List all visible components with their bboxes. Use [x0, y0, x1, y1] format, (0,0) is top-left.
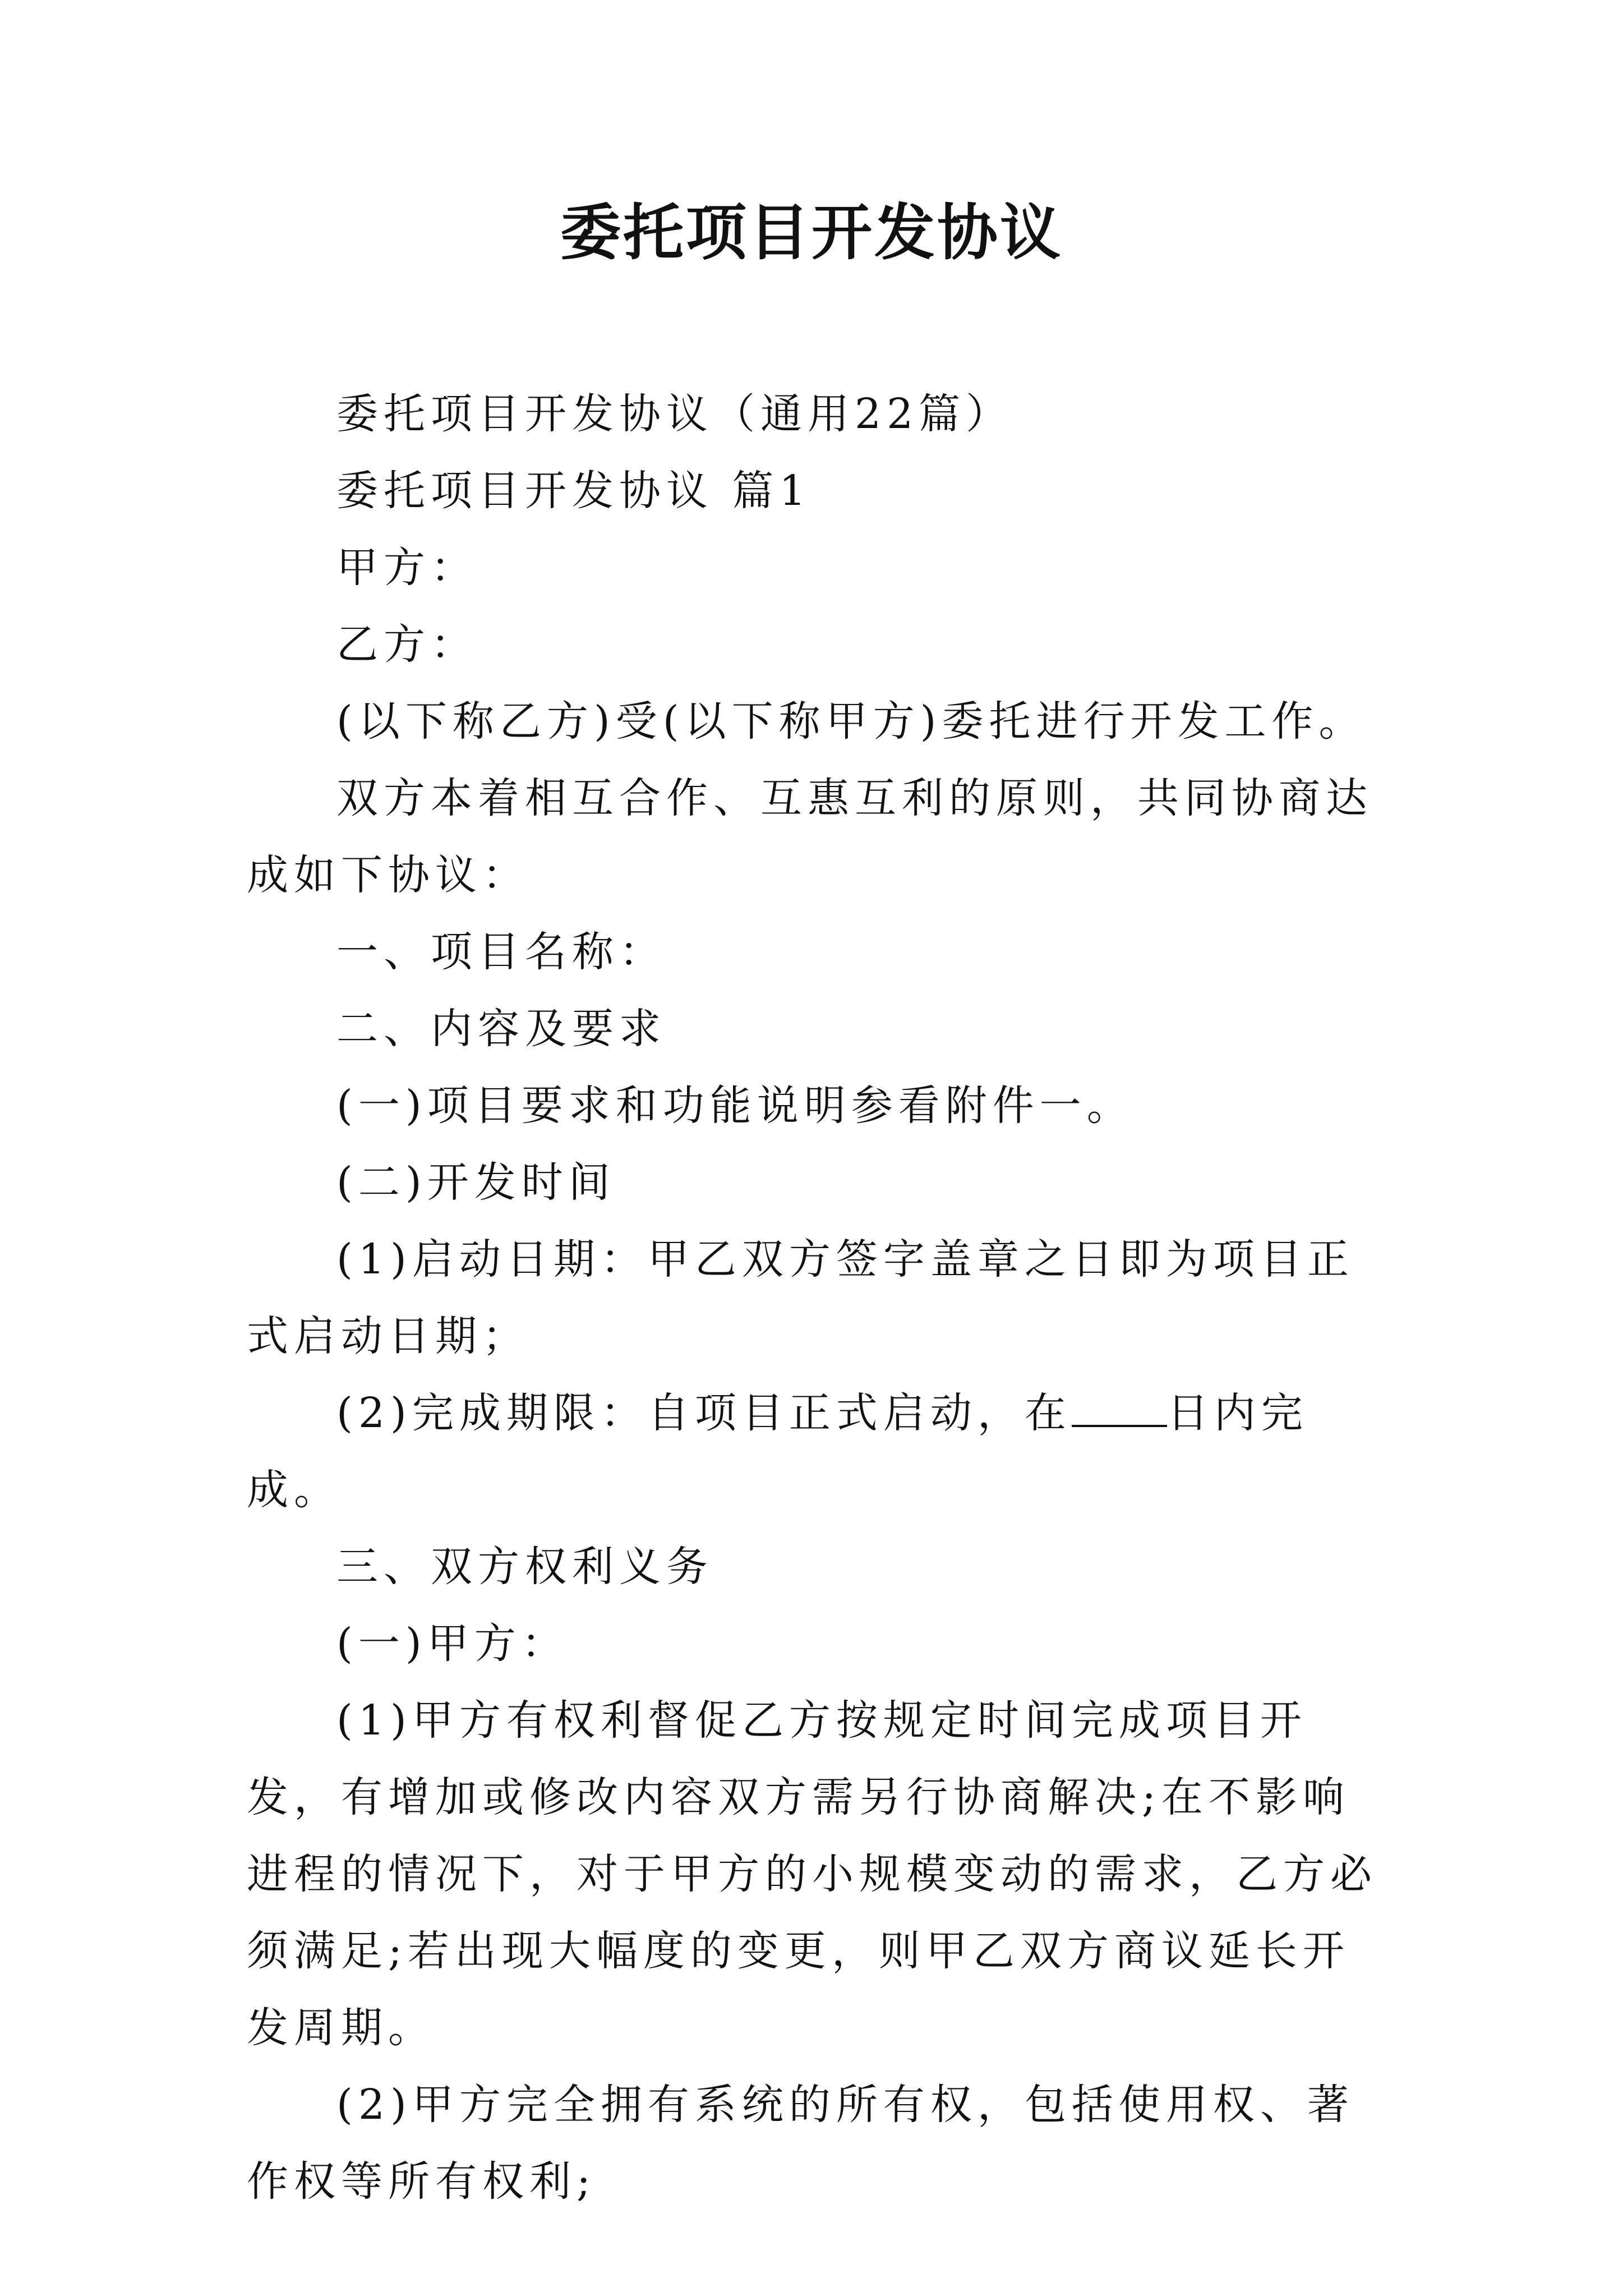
paragraph-requirements: (一)项目要求和功能说明参看附件一。	[336, 1082, 1134, 1130]
paragraph-party-a-heading: (一)甲方：	[336, 1619, 569, 1668]
paragraph-part-heading: 委托项目开发协议 篇1	[336, 467, 811, 515]
paragraph-subtitle: 委托项目开发协议（通用22篇）	[336, 390, 1013, 438]
document-body	[247, 376, 1385, 2220]
paragraph-party-a-right-1: (1)甲方有权利督促乙方按规定时间完成项目开发，有增加或修改内容双方需另行协商解决;在不影响进程的情况下，对于甲方的小规模变动的需求，乙方必须满足;若出现大幅度的变更，则甲乙双方商议延长开发周期。	[247, 1696, 1377, 2052]
paragraph-content-heading: 二、内容及要求	[336, 1005, 666, 1053]
paragraph-dev-time: (二)开发时间	[336, 1158, 616, 1207]
paragraph-completion	[247, 1375, 1385, 1529]
paragraph-party-a: 甲方：	[336, 544, 478, 592]
completion-text-after: 日内完成。	[247, 1389, 1308, 1514]
paragraph-party-b: 乙方：	[336, 620, 478, 669]
blank-field	[1072, 1391, 1167, 1427]
paragraph-rights-heading: 三、双方权利义务	[336, 1543, 713, 1591]
paragraph-principle: 双方本着相互合作、互惠互利的原则，共同协商达成如下协议：	[247, 774, 1373, 899]
completion-text-before: (2)完成期限：自项目正式启动，在	[336, 1389, 1072, 1437]
paragraph-entrustment: (以下称乙方)受(以下称甲方)委托进行开发工作。	[336, 697, 1366, 746]
paragraph-party-a-right-2: (2)甲方完全拥有系统的所有权，包括使用权、著作权等所有权利;	[247, 2081, 1354, 2206]
paragraph-project-name: 一、项目名称：	[336, 928, 666, 976]
paragraph-start-date: (1)启动日期：甲乙双方签字盖章之日即为项目正式启动日期；	[247, 1235, 1354, 1360]
document-title: 委托项目开发协议	[560, 197, 1063, 268]
